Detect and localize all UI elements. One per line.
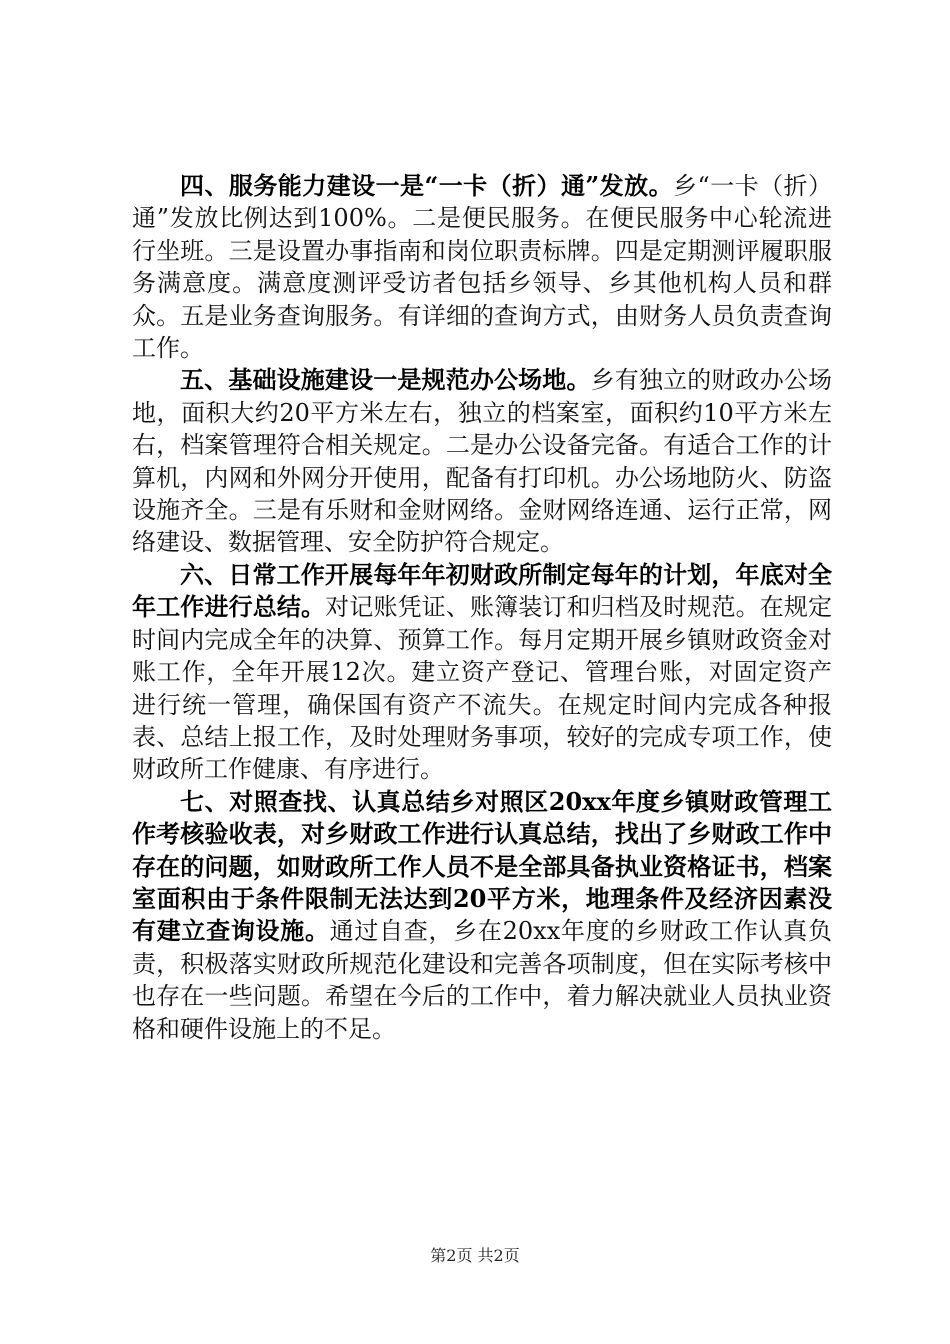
document-body <box>132 170 832 1045</box>
paragraph-heading: 四、服务能力建设一是“一卡（折）通”发放。 <box>180 171 674 200</box>
paragraph-heading: 五、基础设施建设一是规范办公场地。 <box>180 365 591 395</box>
page-number-footer: 第2页 共2页 <box>430 1246 520 1265</box>
paragraph-self-review <box>132 786 832 1045</box>
paragraph-infrastructure <box>132 364 832 558</box>
paragraph-text: 对记账凭证、账簿装订和归档及时规范。在规定时间内完成全年的决算、预算工作。每月定期开展乡镇财政资金对账工作，全年开展12次。建立资产登记、管理台账，对固定资产进行统一管理，确保国有资产不流失。在规定时间内完成各种报表、总结上报工作，及时处理财务事项，较好的完成专项工作，使财政所工作健康、有序进行。 <box>132 593 833 784</box>
paragraph-heading: 七、对照查找、认真总结乡对照区20xx年度乡镇财政管理工作考核验收表，对乡财政工作进行认真总结，找出了乡财政工作中存在的问题，如财政所工作人员不是全部具备执业资格证书，档案室面积由于条件限制无法达到20平方米，地理条件及经济因素没有建立查询设施。 <box>132 786 832 946</box>
paragraph-text: 乡有独立的财政办公场地，面积大约20平方米左右，独立的档案室，面积约10平方米左右，档案管理符合相关规定。二是办公设备完备。有适合工作的计算机，内网和外网分开使用，配备有打印机。办公场地防火、防盗设施齐全。三是有乐财和金财网络。金财网络连通、运行正常，网络建设、数据管理、安全防护符合规定。 <box>132 366 833 557</box>
paragraph-heading: 六、日常工作开展每年年初财政所制定每年的计划，年底对全年工作进行总结。 <box>132 559 832 622</box>
paragraph-service-capacity <box>132 170 832 364</box>
paragraph-text: 通过自查，乡在20xx年度的乡财政工作认真负责，积极落实财政所规范化建设和完善各项制度，但在实际考核中也存在一些问题。希望在今后的工作中，着力解决就业人员执业资格和硬件设施上的不足。 <box>132 917 833 1043</box>
paragraph-text: 乡“一卡（折）通”发放比例达到100%。二是便民服务。在便民服务中心轮流进行坐班。三是设置办事指南和岗位职责标牌。四是定期测评履职服务满意度。满意度测评受访者包括乡领导、乡其他机构人员和群众。五是业务查询服务。有详细的查询方式，由财务人员负责查询工作。 <box>132 172 832 363</box>
paragraph-daily-work <box>132 559 832 786</box>
